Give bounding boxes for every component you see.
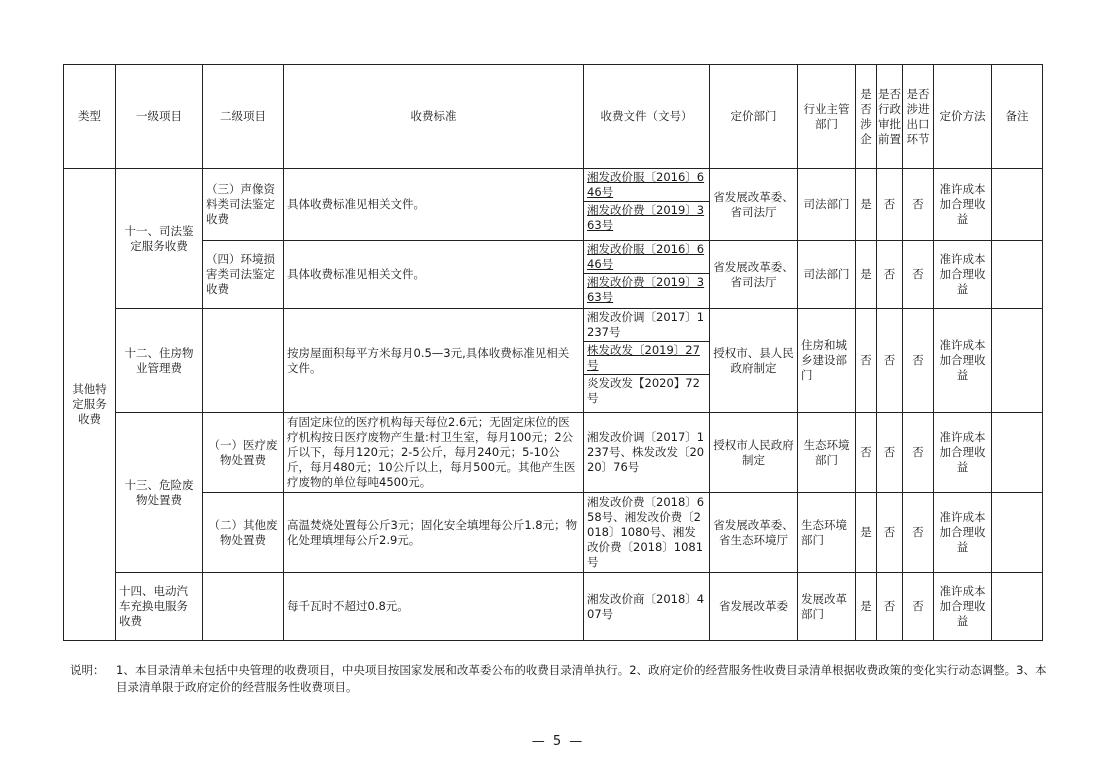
header-industry-dept: 行业主管部门 <box>798 65 856 169</box>
method-cell: 准许成本加合理收益 <box>934 573 992 641</box>
pricing-dept-cell: 省发展改革委、省司法厅 <box>710 169 798 241</box>
industry-dept-cell: 司法部门 <box>798 241 856 309</box>
industry-dept-cell: 司法部门 <box>798 169 856 241</box>
doc-cell: 湘发改价商〔2018〕407号 <box>584 573 710 641</box>
standard-cell: 具体收费标准见相关文件。 <box>284 241 584 309</box>
doc-link[interactable]: 湘发改价服〔2016〕646号 <box>584 241 709 274</box>
doc-link[interactable]: 湘发改价费〔2019〕363号 <box>587 275 705 304</box>
header-import-export: 是否涉进出口环节 <box>903 65 934 169</box>
approval-cell: 否 <box>877 413 903 493</box>
fee-catalog-table <box>63 64 1043 641</box>
doc-text: 炎发改发【2020】72号 <box>587 376 700 405</box>
industry-dept-cell: 住房和城乡建设部门 <box>798 309 856 413</box>
remarks-cell <box>992 493 1043 573</box>
enterprise-cell: 是 <box>856 241 877 309</box>
doc-cell <box>584 241 710 309</box>
header-admin-approval: 是否行政审批前置 <box>877 65 903 169</box>
header-pricing-dept: 定价部门 <box>710 65 798 169</box>
table-row <box>64 573 1043 641</box>
table-row <box>64 413 1043 493</box>
table-row <box>64 241 1043 309</box>
doc-cell <box>584 309 710 413</box>
header-pricing-method: 定价方法 <box>934 65 992 169</box>
pricing-dept-cell: 省发展改革委、省司法厅 <box>710 241 798 309</box>
enterprise-cell: 否 <box>856 413 877 493</box>
doc-cell: 湘发改价调〔2017〕1237号、株发改发〔2020〕76号 <box>584 413 710 493</box>
standard-cell: 每千瓦时不超过0.8元。 <box>284 573 584 641</box>
header-level2: 二级项目 <box>203 65 284 169</box>
method-cell: 准许成本加合理收益 <box>934 413 992 493</box>
level1-cell: 十二、住房物业管理费 <box>116 309 203 413</box>
enterprise-cell: 是 <box>856 573 877 641</box>
table-row <box>64 493 1043 573</box>
pricing-dept-cell: 授权市、县人民政府制定 <box>710 309 798 413</box>
level2-cell: （四）环境损害类司法鉴定收费 <box>203 241 284 309</box>
method-cell: 准许成本加合理收益 <box>934 493 992 573</box>
remarks-cell <box>992 573 1043 641</box>
approval-cell: 否 <box>877 493 903 573</box>
remarks-cell <box>992 169 1043 241</box>
doc-link[interactable]: 湘发改价费〔2019〕363号 <box>587 203 705 232</box>
doc-text: 湘发改价调〔2017〕1237号 <box>584 309 709 342</box>
standard-cell: 具体收费标准见相关文件。 <box>284 169 584 241</box>
import-export-cell: 否 <box>903 493 934 573</box>
header-level1: 一级项目 <box>116 65 203 169</box>
industry-dept-cell: 发展改革部门 <box>798 573 856 641</box>
level2-cell: （三）声像资料类司法鉴定收费 <box>203 169 284 241</box>
method-cell: 准许成本加合理收益 <box>934 309 992 413</box>
approval-cell: 否 <box>877 573 903 641</box>
industry-dept-cell: 生态环境部门 <box>798 413 856 493</box>
level2-cell: （一）医疗废物处置费 <box>203 413 284 493</box>
pricing-dept-cell: 省发展改革委、省生态环境厅 <box>710 493 798 573</box>
level1-cell: 十三、危险废物处置费 <box>116 413 203 573</box>
level2-cell: （二）其他废物处置费 <box>203 493 284 573</box>
method-cell: 准许成本加合理收益 <box>934 169 992 241</box>
method-cell: 准许成本加合理收益 <box>934 241 992 309</box>
level2-cell <box>203 573 284 641</box>
enterprise-cell: 否 <box>856 309 877 413</box>
industry-dept-cell: 生态环境部门 <box>798 493 856 573</box>
doc-cell: 湘发改价费〔2018〕658号、湘发改价费〔2018〕1080号、湘发改价费〔2018〕1081号 <box>584 493 710 573</box>
standard-cell: 有固定床位的医疗机构每天每位2.6元；无固定床位的医疗机构按日医疗废物产生量:村卫生室，每月100元；2公斤以下，每月120元；2-5公斤，每月240元；5-10公斤，每月480元；10公斤以上，每月500元。其他产生医疗废物的单位每吨4500元。 <box>284 413 584 493</box>
remarks-cell <box>992 241 1043 309</box>
level1-cell: 十一、司法鉴定服务收费 <box>116 169 203 309</box>
table-row <box>64 169 1043 241</box>
import-export-cell: 否 <box>903 309 934 413</box>
import-export-cell: 否 <box>903 169 934 241</box>
enterprise-cell: 是 <box>856 169 877 241</box>
header-involves-enterprise: 是否涉企 <box>856 65 877 169</box>
table-row <box>64 309 1043 413</box>
category-cell: 其他特定服务收费 <box>64 169 116 641</box>
approval-cell: 否 <box>877 241 903 309</box>
level2-cell <box>203 309 284 413</box>
import-export-cell: 否 <box>903 573 934 641</box>
doc-link[interactable]: 株发改发〔2019〕27号 <box>584 342 709 375</box>
footnote-label: 说明： <box>70 663 105 677</box>
footnote-text: 1、本目录清单未包括中央管理的收费项目，中央项目按国家发展和改革委公布的收费目录清单执行。2、政府定价的经营服务性收费目录清单根据收费政策的变化实行动态调整。3、本目录清单限于政府定价的经营服务性收费项目。 <box>116 663 1047 694</box>
header-remarks: 备注 <box>992 65 1043 169</box>
header-doc: 收费文件（文号） <box>584 65 710 169</box>
remarks-cell <box>992 413 1043 493</box>
doc-cell <box>584 169 710 241</box>
pricing-dept-cell: 授权市人民政府制定 <box>710 413 798 493</box>
standard-cell: 高温焚烧处置每公斤3元；固化安全填埋每公斤1.8元；物化处理填埋每公斤2.9元。 <box>284 493 584 573</box>
doc-link[interactable]: 湘发改价服〔2016〕646号 <box>584 169 709 202</box>
enterprise-cell: 是 <box>856 493 877 573</box>
approval-cell: 否 <box>877 309 903 413</box>
remarks-cell <box>992 309 1043 413</box>
standard-cell: 按房屋面积每平方米每月0.5—3元,具体收费标准见相关文件。 <box>284 309 584 413</box>
header-standard: 收费标准 <box>284 65 584 169</box>
level1-cell: 十四、电动汽车充换电服务收费 <box>116 573 203 641</box>
pricing-dept-cell: 省发展改革委 <box>710 573 798 641</box>
page-number: — 5 — <box>531 734 585 749</box>
import-export-cell: 否 <box>903 413 934 493</box>
header-type: 类型 <box>64 65 116 169</box>
import-export-cell: 否 <box>903 241 934 309</box>
approval-cell: 否 <box>877 169 903 241</box>
